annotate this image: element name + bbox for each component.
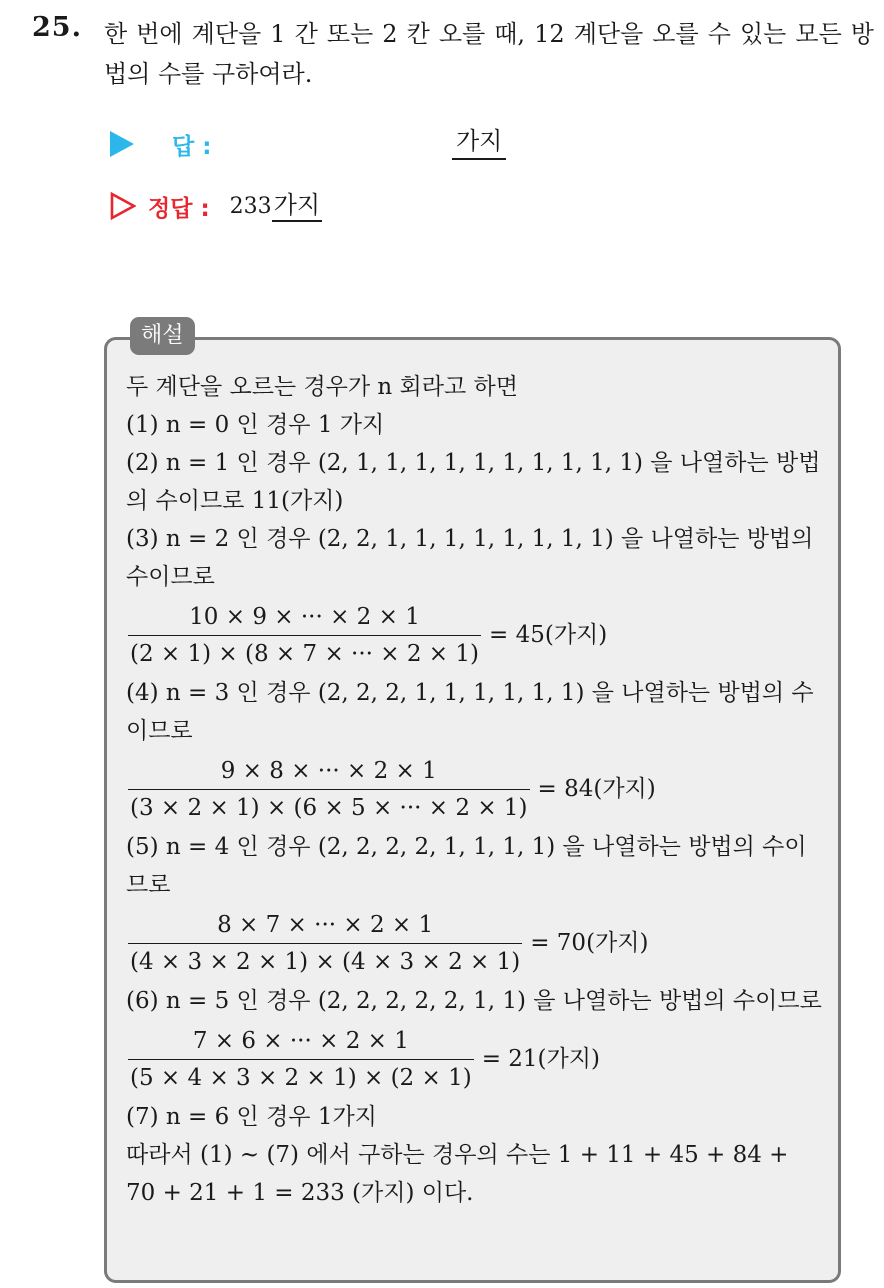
correct-answer-value: 233 (229, 193, 272, 219)
filled-triangle-icon (110, 131, 134, 157)
correct-answer-label: 정답 : (148, 195, 210, 222)
correct-answer-row (110, 186, 322, 226)
fraction-result: = 70(가지) (530, 930, 649, 956)
fraction-result: = 21(가지) (481, 1046, 600, 1072)
fraction-case-4 (128, 750, 822, 828)
outline-triangle-icon (110, 192, 136, 220)
fraction-denominator: (5 × 4 × 3 × 2 × 1) × (2 × 1) (128, 1059, 474, 1094)
solution-tag: 해설 (130, 317, 195, 355)
solution-conclusion: 따라서 (1) ~ (7) 에서 구하는 경우의 수는 1 + 11 + 45 + 84 + 70 + 21 + 1 = 233 (가지) 이다. (126, 1142, 789, 1206)
fraction-case-3 (128, 596, 822, 674)
question-text: 한 번에 계단을 1 간 또는 2 칸 오를 때, 12 계단을 오를 수 있는 모든 방법의 수를 구하여라. (104, 20, 874, 88)
solution-case-7: (7) n = 6 인 경우 1가지 (126, 1104, 377, 1130)
fraction-result: = 84(가지) (537, 776, 656, 802)
fraction-case-6 (128, 1020, 822, 1098)
correct-answer-unit: 가지 (272, 190, 322, 222)
solution-case-1: (1) n = 0 인 경우 1 가지 (126, 412, 385, 438)
fraction-denominator: (3 × 2 × 1) × (6 × 5 × ··· × 2 × 1) (128, 789, 530, 824)
solution-intro: 두 계단을 오르는 경우가 n 회라고 하면 (126, 374, 518, 400)
solution-case-3: (3) n = 2 인 경우 (2, 2, 1, 1, 1, 1, 1, 1, 1, 1) 을 나열하는 방법의 수이므로 (126, 526, 814, 590)
fraction-denominator: (4 × 3 × 2 × 1) × (4 × 3 × 2 × 1) (128, 943, 522, 978)
fraction-numerator: 10 × 9 × ··· × 2 × 1 (189, 603, 420, 630)
answer-blank-unit[interactable]: 가지 (452, 124, 506, 160)
fraction-numerator: 7 × 6 × ··· × 2 × 1 (192, 1027, 409, 1054)
solution-case-5: (5) n = 4 인 경우 (2, 2, 2, 2, 1, 1, 1, 1) 을 나열하는 방법의 수이므로 (126, 834, 807, 898)
solution-case-4: (4) n = 3 인 경우 (2, 2, 2, 1, 1, 1, 1, 1, 1) 을 나열하는 방법의 수이므로 (126, 680, 814, 744)
solution-case-2: (2) n = 1 인 경우 (2, 1, 1, 1, 1, 1, 1, 1, 1, 1, 1) 을 나열하는 방법의 수이므로 11(가지) (126, 450, 821, 514)
fraction-numerator: 8 × 7 × ··· × 2 × 1 (217, 911, 434, 938)
fraction-denominator: (2 × 1) × (8 × 7 × ··· × 2 × 1) (128, 635, 481, 670)
fraction-result: = 45(가지) (489, 622, 608, 648)
answer-row (110, 124, 211, 164)
solution-case-6: (6) n = 5 인 경우 (2, 2, 2, 2, 2, 1, 1) 을 나열하는 방법의 수이므로 (126, 988, 822, 1014)
fraction-case-5 (128, 904, 822, 982)
answer-label: 답 : (172, 133, 212, 160)
solution-body (126, 368, 822, 1212)
fraction-numerator: 9 × 8 × ··· × 2 × 1 (220, 757, 437, 784)
question-number: 25. (32, 12, 82, 43)
